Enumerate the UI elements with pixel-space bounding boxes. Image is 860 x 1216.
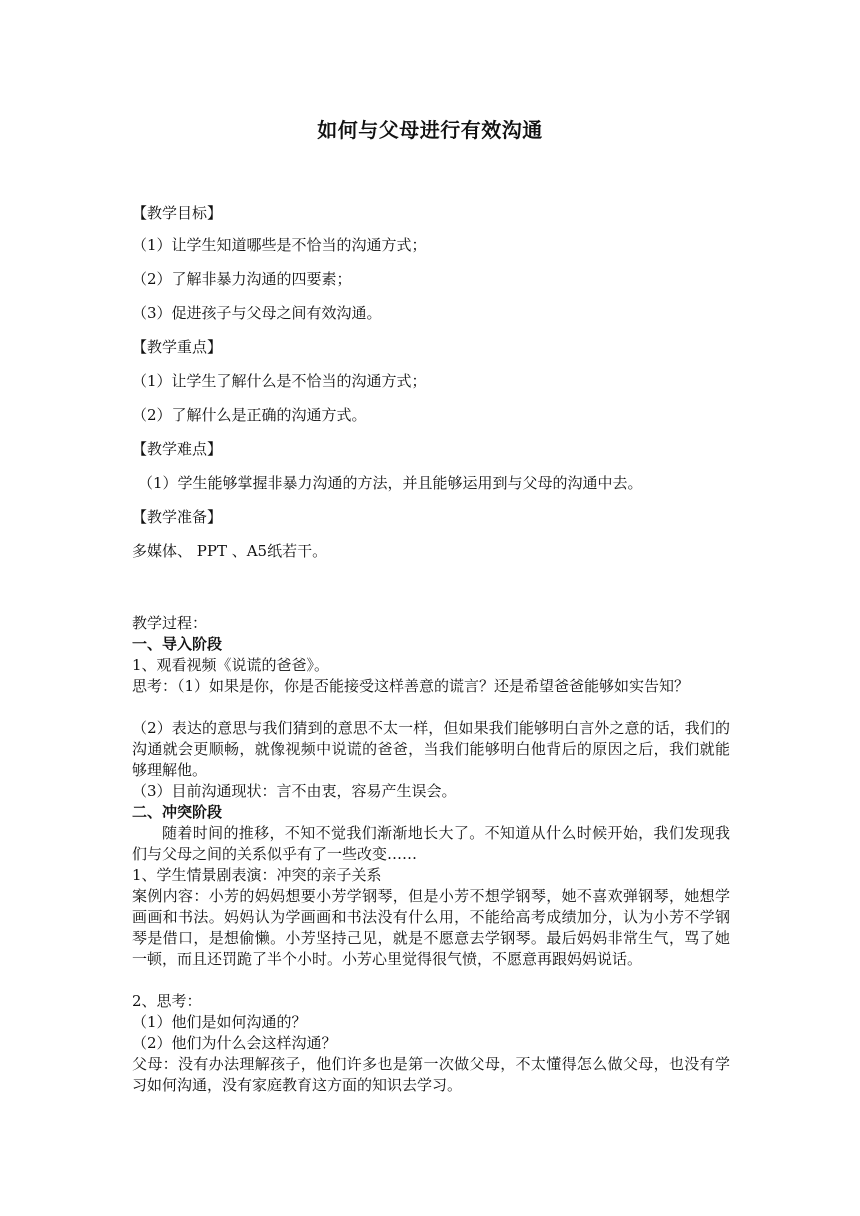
key-point-item: （1）让学生了解什么是不恰当的沟通方式； [132, 372, 427, 390]
objective-item: （2）了解非暴力沟通的四要素； [132, 270, 352, 288]
process-paragraph: 案例内容：小芳的妈妈想要小芳学钢琴，但是小芳不想学钢琴，她不喜欢弹钢琴，她想学画画和书法。妈妈认为学画画和书法没有什么用，不能给高考成绩加分，认为小芳不学钢琴是借口，是想偷懒。小芳坚持己见，就是不愿意去学钢琴。最后妈妈非常生气，骂了她一顿，而且还罚跪了半个小时。小芳心里觉得很气愤，不愿意再跟妈妈说话。 [132, 887, 730, 968]
process-paragraph: 随着时间的推移，不知不觉我们渐渐地长大了。不知道从什么时候开始，我们发现我们与父母之间的关系似乎有了一些改变…… [132, 824, 730, 863]
preparation-text: 多媒体、 PPT 、A5纸若干。 [132, 542, 328, 560]
difficulties-heading: 【教学难点】 [132, 440, 223, 458]
process-item: 1、学生情景剧表演：冲突的亲子关系 [132, 866, 382, 884]
difficulty-item: （1）学生能够掌握非暴力沟通的方法，并且能够运用到与父母的沟通中去。 [138, 474, 643, 492]
section-heading: 一、导入阶段 [132, 635, 223, 653]
objectives-heading: 【教学目标】 [132, 204, 223, 222]
key-points-heading: 【教学重点】 [132, 338, 223, 356]
document-title: 如何与父母进行有效沟通 [317, 118, 543, 142]
section-heading: 二、冲突阶段 [132, 803, 223, 821]
process-paragraph: 思考：（1）如果是你，你是否能接受这样善意的谎言？还是希望爸爸能够如实告知？ [132, 677, 690, 695]
process-paragraph: 父母：没有办法理解孩子，他们许多也是第一次做父母，不太懂得怎么做父母，也没有学习如何沟通，没有家庭教育这方面的知识去学习。 [132, 1055, 730, 1094]
process-item: （3）目前沟通现状：言不由衷，容易产生误会。 [132, 782, 457, 800]
key-point-item: （2）了解什么是正确的沟通方式。 [132, 406, 367, 424]
objective-item: （3）促进孩子与父母之间有效沟通。 [132, 304, 382, 322]
process-label: 教学过程： [132, 614, 208, 632]
process-item: 2、思考： [132, 992, 202, 1010]
objective-item: （1）让学生知道哪些是不恰当的沟通方式； [132, 236, 427, 254]
process-item: 1、观看视频《说谎的爸爸》。 [132, 656, 330, 674]
preparation-heading: 【教学准备】 [132, 508, 223, 526]
process-item: （2）他们为什么会这样沟通？ [132, 1034, 337, 1052]
process-item: （1）他们是如何沟通的？ [132, 1013, 307, 1031]
process-paragraph: （2）表达的意思与我们猜到的意思不太一样，但如果我们能够明白言外之意的话，我们的沟通就会更顺畅，就像视频中说谎的爸爸，当我们能够明白他背后的原因之后，我们就能够理解他。 [132, 719, 730, 779]
